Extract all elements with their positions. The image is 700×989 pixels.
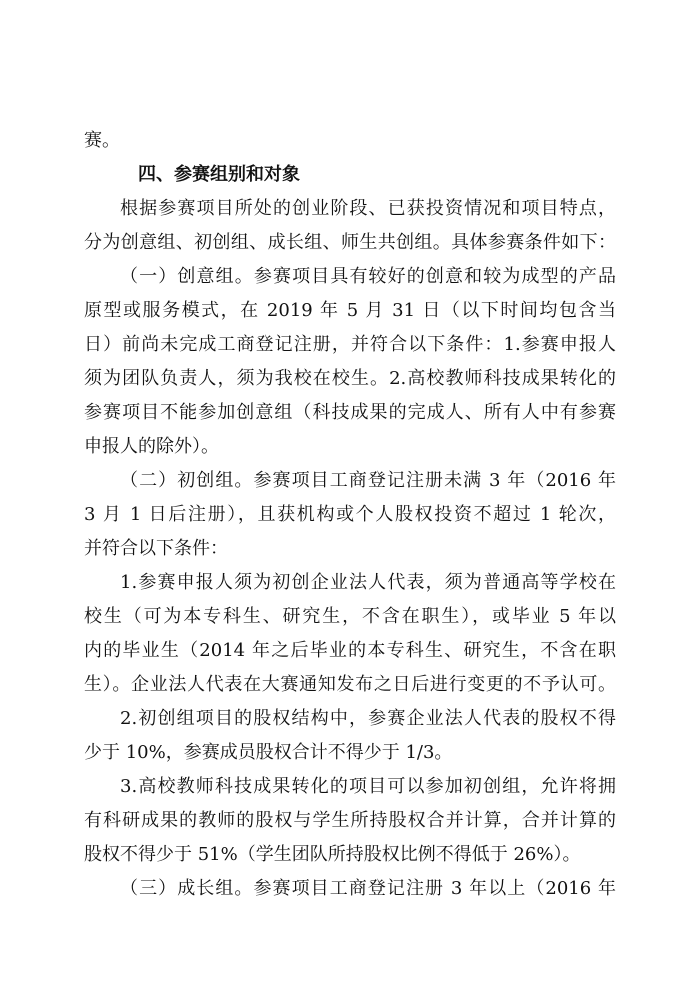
- paragraph-line: 根据参赛项目所处的创业阶段、已获投资情况和项目特点，: [120, 198, 616, 219]
- paragraph-line: 申报人的除外）。: [84, 436, 219, 457]
- paragraph-line: 有科研成果的教师的股权与学生所持股权合并计算，合并计算的: [84, 810, 616, 831]
- paragraph-line: 校生（可为本专科生、研究生，不含在职生），或毕业 5 年以: [84, 606, 616, 627]
- paragraph-line: 1.参赛申报人须为初创企业法人代表，须为普通高等学校在: [120, 572, 616, 593]
- section-heading: 四、参赛组别和对象: [138, 164, 300, 185]
- paragraph-line: 内的毕业生（2014 年之后毕业的本专科生、研究生，不含在职: [84, 640, 616, 661]
- paragraph-line: 并符合以下条件：: [84, 538, 228, 559]
- paragraph-line: 股权不得少于 51%（学生团队所持股权比例不得低于 26%）。: [84, 844, 581, 865]
- document-body: [84, 124, 616, 906]
- paragraph-line: 分为创意组、初创组、成长组、师生共创组。具体参赛条件如下：: [84, 232, 616, 253]
- paragraph-line: 须为团队负责人，须为我校在校生。2.高校教师科技成果转化的: [84, 368, 616, 389]
- paragraph-line: 参赛项目不能参加创意组（科技成果的完成人、所有人中有参赛: [84, 402, 616, 423]
- paragraph-line: （一）创意组。参赛项目具有较好的创意和较为成型的产品: [120, 266, 616, 287]
- paragraph-line: （三）成长组。参赛项目工商登记注册 3 年以上（2016 年: [120, 878, 616, 899]
- paragraph-line: 原型或服务模式，在 2019 年 5 月 31 日（以下时间均包含当: [84, 300, 616, 321]
- paragraph-line: 日）前尚未完成工商登记注册，并符合以下条件：1.参赛申报人: [84, 334, 616, 355]
- paragraph-line: 生）。企业法人代表在大赛通知发布之日后进行变更的不予认可。: [84, 674, 616, 695]
- paragraph-line: 3 月 1 日后注册），且获机构或个人股权投资不超过 1 轮次，: [84, 504, 616, 525]
- paragraph-line: （二）初创组。参赛项目工商登记注册未满 3 年（2016 年: [120, 470, 616, 491]
- paragraph-line: 少于 10%，参赛成员股权合计不得少于 1/3。: [84, 742, 453, 763]
- paragraph-line: 2.初创组项目的股权结构中，参赛企业法人代表的股权不得: [120, 708, 616, 729]
- paragraph-line: 3.高校教师科技成果转化的项目可以参加初创组，允许将拥: [120, 776, 616, 797]
- text-line: 赛。: [84, 130, 120, 151]
